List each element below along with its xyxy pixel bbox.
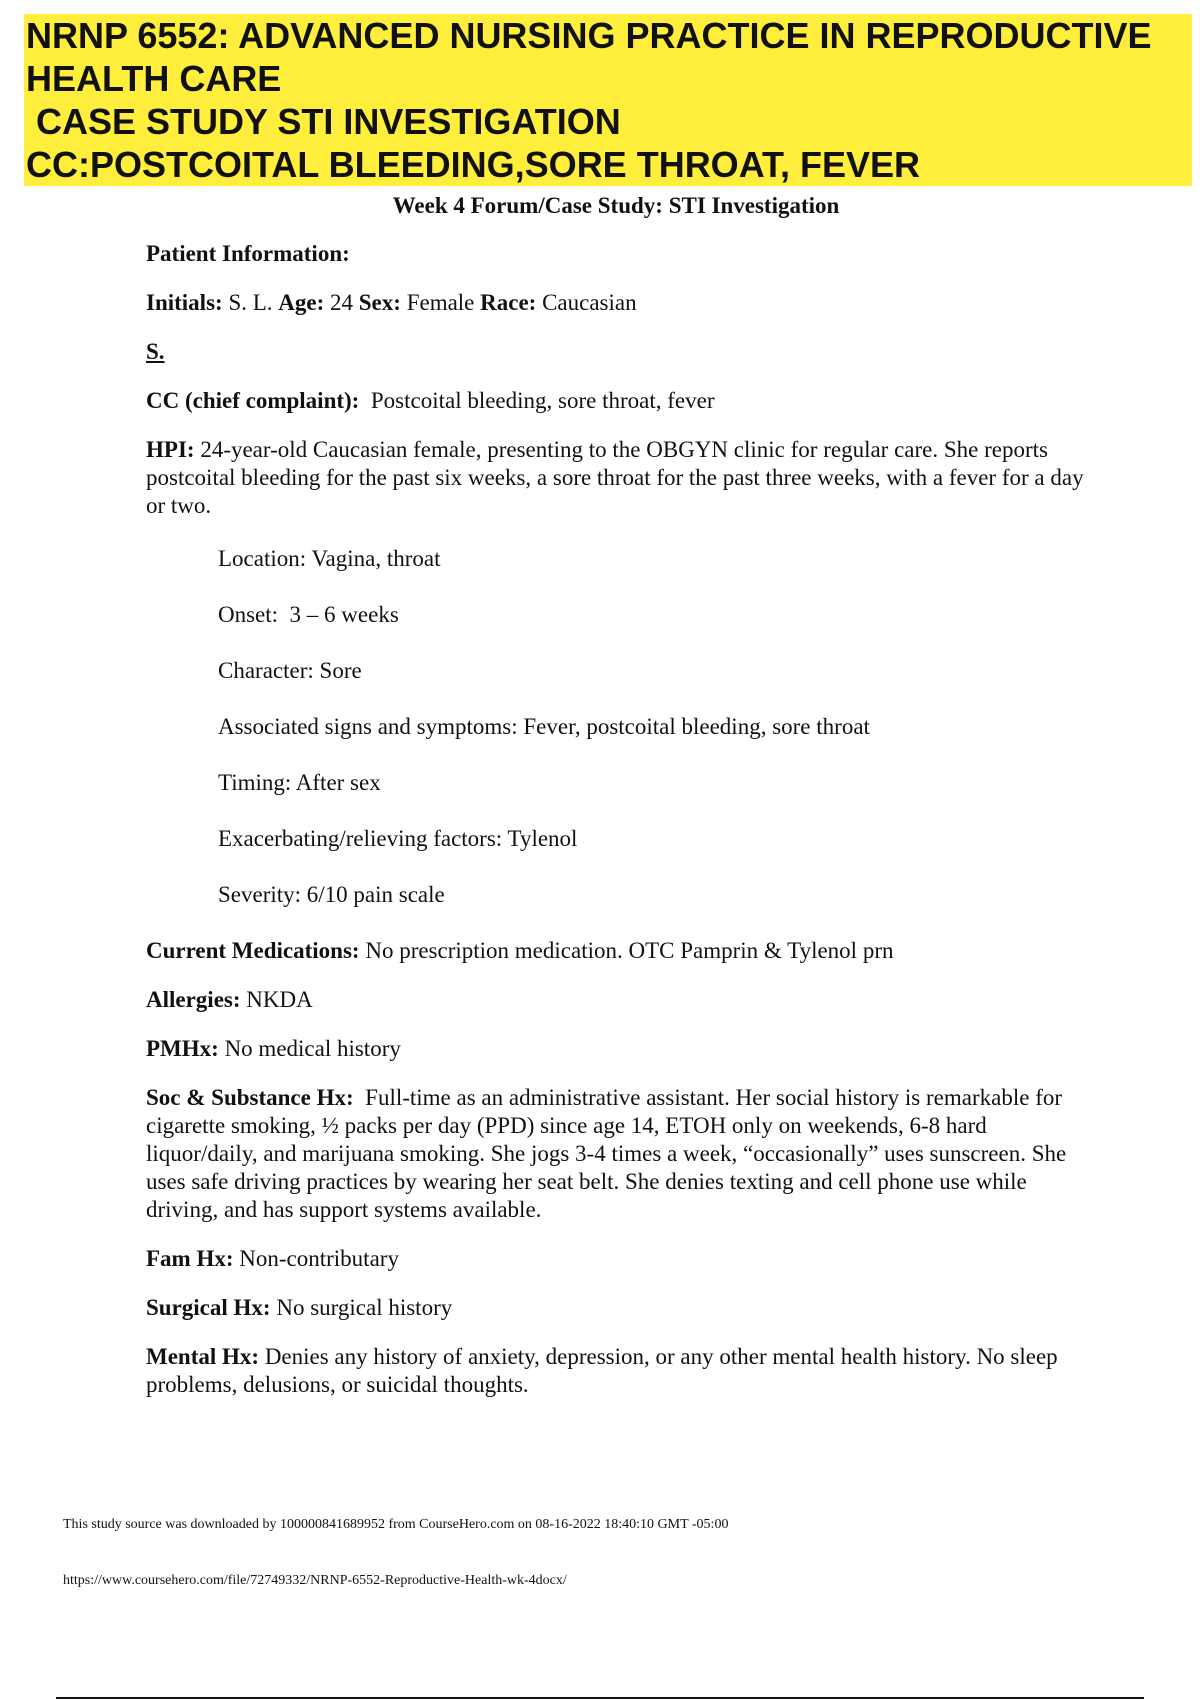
race-label: Race: [480, 290, 537, 315]
allergies-label: Allergies: [146, 987, 241, 1012]
mental-hx-label: Mental Hx: [146, 1344, 260, 1369]
hpi [146, 436, 1086, 520]
age-value: 24 [330, 290, 354, 315]
initials-label: Initials: [146, 290, 223, 315]
family-history [146, 1245, 1086, 1273]
medications-value: No prescription medication. OTC Pamprin & Tylenol prn [365, 938, 894, 963]
sex-value: Female [406, 290, 475, 315]
hpi-severity: Severity: 6/10 pain scale [218, 882, 445, 907]
current-medications [146, 937, 1086, 965]
document-title: Week 4 Forum/Case Study: STI Investigation [392, 193, 840, 218]
hpi-location: Location: Vagina, throat [218, 546, 441, 571]
cc-value: Postcoital bleeding, sore throat, fever [370, 388, 715, 413]
race-value: Caucasian [542, 290, 637, 315]
sex-label: Sex: [358, 290, 401, 315]
case-study-body [146, 240, 1086, 1420]
surgical-history [146, 1294, 1086, 1322]
soc-hx-value: Full-time as an administrative assistant. Her social history is remarkable for cigarette smoking, ½ packs per day (PPD) since age 14, ETOH only on weekends, 6-8 hard liquor/daily, and marijuana smoking. She jogs 3-4 times a week, “occasionally” uses sunscreen. She uses safe driving practices by wearing her seat belt. She denies texting and cell phone use while driving, and has support systems available. [146, 1085, 1067, 1222]
demographics-line [146, 289, 1086, 317]
surgical-hx-value: No surgical history [276, 1295, 453, 1320]
allergies-value: NKDA [246, 987, 313, 1012]
hpi-onset: Onset: 3 – 6 weeks [218, 602, 399, 627]
hpi-value: 24-year-old Caucasian female, presenting to the OBGYN clinic for regular care. She reports postcoital bleeding for the past six weeks, a sore throat for the past three weeks, with a fever for a day or two. [146, 437, 1084, 518]
chief-complaint [146, 387, 1086, 415]
hpi-label: HPI: [146, 437, 195, 462]
page-bottom-rule [56, 1697, 1144, 1699]
banner-line-3: CASE STUDY STI INVESTIGATION [26, 101, 621, 142]
social-substance-history [146, 1084, 1086, 1224]
pmhx [146, 1035, 1086, 1063]
mental-history [146, 1343, 1086, 1399]
soc-hx-label: Soc & Substance Hx: [146, 1085, 354, 1110]
pmhx-value: No medical history [224, 1036, 401, 1061]
source-url[interactable]: https://www.coursehero.com/file/72749332/NRNP-6552-Reproductive-Health-wk-4docx/ [63, 1573, 567, 1588]
banner-line-1: NRNP 6552: ADVANCED NURSING PRACTICE IN REPRODUCTIVE [26, 15, 1152, 56]
subjective-heading: S. [146, 339, 165, 364]
download-source-note: This study source was downloaded by 100000841689952 from CourseHero.com on 08-16-2022 18:40:10 GMT -05:00 [63, 1517, 729, 1532]
banner-line-2: HEALTH CARE [26, 58, 282, 99]
patient-info-heading: Patient Information: [146, 241, 350, 266]
fam-hx-value: Non-contributary [239, 1246, 399, 1271]
banner-line-4: CC:POSTCOITAL BLEEDING,SORE THROAT, FEVER [26, 144, 921, 185]
initials-value: S. L. [228, 290, 273, 315]
pmhx-label: PMHx: [146, 1036, 219, 1061]
mental-hx-value: Denies any history of anxiety, depression, or any other mental health history. No sleep problems, delusions, or suicidal thoughts. [146, 1344, 1058, 1397]
fam-hx-label: Fam Hx: [146, 1246, 234, 1271]
hpi-timing: Timing: After sex [218, 770, 381, 795]
hpi-associated-symptoms: Associated signs and symptoms: Fever, postcoital bleeding, sore throat [218, 714, 870, 739]
medications-label: Current Medications: [146, 938, 360, 963]
allergies [146, 986, 1086, 1014]
title-banner [24, 14, 1192, 186]
cc-label: CC (chief complaint): [146, 388, 360, 413]
hpi-character: Character: Sore [218, 658, 362, 683]
hpi-factors: Exacerbating/relieving factors: Tylenol [218, 826, 578, 851]
surgical-hx-label: Surgical Hx: [146, 1295, 271, 1320]
age-label: Age: [278, 290, 325, 315]
